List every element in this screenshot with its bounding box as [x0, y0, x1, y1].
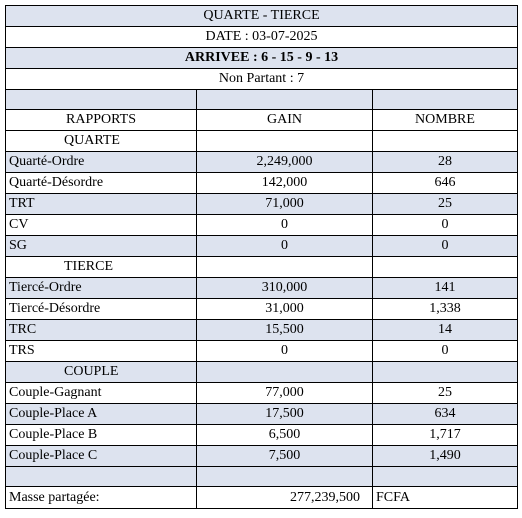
gain-value: 2,249,000 — [197, 152, 373, 173]
nombre-value: 0 — [373, 341, 518, 362]
bet-type-label: SG — [6, 236, 197, 257]
section-title: TIERCE — [6, 257, 197, 278]
masse-partagee-label: Masse partagée: — [6, 487, 197, 509]
gain-value: 7,500 — [197, 446, 373, 467]
bet-type-label: Couple-Place A — [6, 404, 197, 425]
bet-type-label: Quarté-Ordre — [6, 152, 197, 173]
empty-cell — [373, 467, 518, 487]
arrivee-row — [6, 48, 518, 69]
nombre-value: 0 — [373, 236, 518, 257]
nombre-value: 25 — [373, 194, 518, 215]
nombre-value: 646 — [373, 173, 518, 194]
nombre-value: 28 — [373, 152, 518, 173]
gain-value: 17,500 — [197, 404, 373, 425]
empty-cell — [373, 90, 518, 110]
table-row — [6, 194, 518, 215]
table-row — [6, 383, 518, 404]
table-row — [6, 236, 518, 257]
race-date: DATE : 03-07-2025 — [6, 27, 518, 48]
gain-value: 142,000 — [197, 173, 373, 194]
table-row — [6, 278, 518, 299]
section-header-row — [6, 131, 518, 152]
nombre-value: 1,338 — [373, 299, 518, 320]
section-header-row — [6, 257, 518, 278]
empty-cell — [197, 90, 373, 110]
table-row — [6, 299, 518, 320]
empty-cell — [197, 257, 373, 278]
gain-value: 31,000 — [197, 299, 373, 320]
empty-cell — [6, 467, 197, 487]
gain-value: 15,500 — [197, 320, 373, 341]
spacer-row — [6, 467, 518, 487]
table-row — [6, 404, 518, 425]
gain-value: 77,000 — [197, 383, 373, 404]
title-row — [6, 6, 518, 27]
nombre-value: 25 — [373, 383, 518, 404]
empty-cell — [373, 131, 518, 152]
empty-cell — [197, 467, 373, 487]
non-partant: Non Partant : 7 — [6, 69, 518, 90]
currency-label: FCFA — [373, 487, 518, 509]
table-row — [6, 173, 518, 194]
table-row — [6, 341, 518, 362]
gain-value: 310,000 — [197, 278, 373, 299]
bet-type-label: Couple-Place C — [6, 446, 197, 467]
bet-type-label: Couple-Gagnant — [6, 383, 197, 404]
bet-type-label: TRT — [6, 194, 197, 215]
table-row — [6, 152, 518, 173]
bet-type-label: Quarté-Désordre — [6, 173, 197, 194]
bet-type-label: Couple-Place B — [6, 425, 197, 446]
bet-type-label: Tiercé-Ordre — [6, 278, 197, 299]
column-header-row — [6, 110, 518, 131]
bet-type-label: Tiercé-Désordre — [6, 299, 197, 320]
gain-value: 6,500 — [197, 425, 373, 446]
empty-cell — [197, 362, 373, 383]
nombre-value: 0 — [373, 215, 518, 236]
empty-cell — [197, 131, 373, 152]
bet-type-label: TRC — [6, 320, 197, 341]
table-row — [6, 425, 518, 446]
sheet-title: QUARTE - TIERCE — [6, 6, 518, 27]
section-header-row — [6, 362, 518, 383]
gain-value: 0 — [197, 236, 373, 257]
masse-partagee-row — [6, 487, 518, 509]
masse-partagee-amount: 277,239,500 — [197, 487, 373, 509]
arrivee-result: ARRIVEE : 6 - 15 - 9 - 13 — [6, 48, 518, 69]
date-row — [6, 27, 518, 48]
table-row — [6, 446, 518, 467]
results-table — [5, 5, 518, 509]
non-partant-row — [6, 69, 518, 90]
table-row — [6, 320, 518, 341]
nombre-value: 1,717 — [373, 425, 518, 446]
column-header-gain: GAIN — [197, 110, 373, 131]
gain-value: 71,000 — [197, 194, 373, 215]
nombre-value: 634 — [373, 404, 518, 425]
column-header-rapports: RAPPORTS — [6, 110, 197, 131]
results-sheet — [5, 5, 517, 509]
nombre-value: 141 — [373, 278, 518, 299]
gain-value: 0 — [197, 215, 373, 236]
empty-cell — [6, 90, 197, 110]
nombre-value: 1,490 — [373, 446, 518, 467]
nombre-value: 14 — [373, 320, 518, 341]
empty-cell — [373, 362, 518, 383]
section-title: COUPLE — [6, 362, 197, 383]
table-row — [6, 215, 518, 236]
empty-cell — [373, 257, 518, 278]
bet-type-label: CV — [6, 215, 197, 236]
bet-type-label: TRS — [6, 341, 197, 362]
section-title: QUARTE — [6, 131, 197, 152]
spacer-row — [6, 90, 518, 110]
column-header-nombre: NOMBRE — [373, 110, 518, 131]
gain-value: 0 — [197, 341, 373, 362]
